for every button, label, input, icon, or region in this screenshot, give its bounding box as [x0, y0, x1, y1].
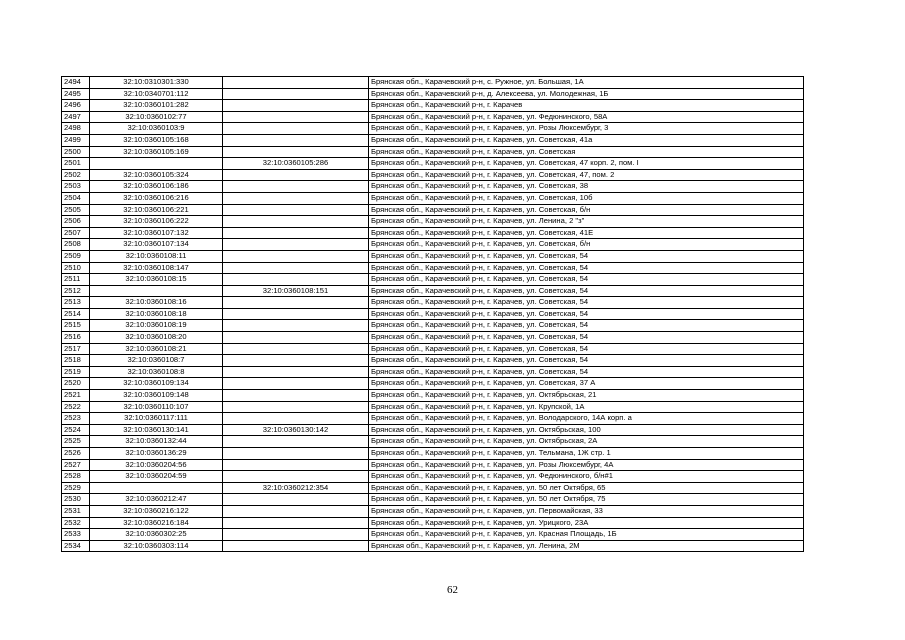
table-row [62, 274, 804, 286]
table-row [62, 494, 804, 506]
cadastral-number-cell: 32:10:0360101:282 [90, 100, 223, 112]
table-row [62, 262, 804, 274]
cadastral-number-cell: 32:10:0360109:148 [90, 390, 223, 402]
row-number-cell: 2526 [62, 448, 90, 460]
cadastral-number-cell: 32:10:0360106:221 [90, 204, 223, 216]
row-number-cell: 2516 [62, 332, 90, 344]
cadastral-number-cell: 32:10:0360106:216 [90, 192, 223, 204]
related-cadastral-number-cell: 32:10:0360108:151 [223, 285, 369, 297]
table-row [62, 436, 804, 448]
row-number-cell: 2528 [62, 471, 90, 483]
row-number-cell: 2498 [62, 123, 90, 135]
row-number-cell: 2514 [62, 308, 90, 320]
address-cell: Брянская обл., Карачевский р-н, г. Карачев, ул. Советская, 54 [369, 308, 804, 320]
row-number-cell: 2533 [62, 529, 90, 541]
row-number-cell: 2529 [62, 482, 90, 494]
table-body [62, 77, 804, 552]
cadastral-number-cell: 32:10:0360107:134 [90, 239, 223, 251]
row-number-cell: 2503 [62, 181, 90, 193]
row-number-cell: 2523 [62, 413, 90, 425]
related-cadastral-number-cell [223, 448, 369, 460]
table-row [62, 366, 804, 378]
address-cell: Брянская обл., Карачевский р-н, г. Карачев, ул. Розы Люксембург, 4А [369, 459, 804, 471]
related-cadastral-number-cell [223, 146, 369, 158]
table-row [62, 181, 804, 193]
related-cadastral-number-cell [223, 192, 369, 204]
table-row [62, 529, 804, 541]
table-row [62, 332, 804, 344]
address-cell: Брянская обл., Карачевский р-н, г. Карачев, ул. Урицкого, 23А [369, 517, 804, 529]
related-cadastral-number-cell [223, 250, 369, 262]
related-cadastral-number-cell [223, 216, 369, 228]
address-cell: Брянская обл., Карачевский р-н, г. Карачев, ул. Крупской, 1А [369, 401, 804, 413]
address-cell: Брянская обл., Карачевский р-н, г. Карачев, ул. 50 лет Октября, 75 [369, 494, 804, 506]
related-cadastral-number-cell [223, 471, 369, 483]
page-number: 62 [447, 584, 458, 596]
related-cadastral-number-cell [223, 505, 369, 517]
row-number-cell: 2525 [62, 436, 90, 448]
cadastral-number-cell: 32:10:0360302:25 [90, 529, 223, 541]
table-row [62, 401, 804, 413]
table-row [62, 77, 804, 89]
cadastral-number-cell: 32:10:0360105:169 [90, 146, 223, 158]
row-number-cell: 2530 [62, 494, 90, 506]
row-number-cell: 2520 [62, 378, 90, 390]
address-cell: Брянская обл., Карачевский р-н, г. Карачев, ул. Советская, 10б [369, 192, 804, 204]
row-number-cell: 2512 [62, 285, 90, 297]
related-cadastral-number-cell [223, 436, 369, 448]
related-cadastral-number-cell [223, 390, 369, 402]
cadastral-number-cell [90, 158, 223, 170]
row-number-cell: 2500 [62, 146, 90, 158]
related-cadastral-number-cell [223, 378, 369, 390]
table-row [62, 505, 804, 517]
cadastral-number-cell: 32:10:0360108:21 [90, 343, 223, 355]
table-row [62, 424, 804, 436]
address-cell: Брянская обл., Карачевский р-н, г. Карачев, ул. Володарского, 14А корп. а [369, 413, 804, 425]
row-number-cell: 2507 [62, 227, 90, 239]
address-cell: Брянская обл., Карачевский р-н, г. Карачев, ул. Советская, 41Е [369, 227, 804, 239]
address-cell: Брянская обл., Карачевский р-н, г. Карачев, ул. Советская, 38 [369, 181, 804, 193]
cadastral-number-cell: 32:10:0360105:324 [90, 169, 223, 181]
address-cell: Брянская обл., Карачевский р-н, г. Карачев, ул. Октябрьская, 2А [369, 436, 804, 448]
address-cell: Брянская обл., Карачевский р-н, г. Карачев, ул. Красная Площадь, 1Б [369, 529, 804, 541]
cadastral-number-cell: 32:10:0360108:16 [90, 297, 223, 309]
related-cadastral-number-cell [223, 274, 369, 286]
address-cell: Брянская обл., Карачевский р-н, г. Карачев, ул. Советская, б/н [369, 204, 804, 216]
related-cadastral-number-cell [223, 320, 369, 332]
row-number-cell: 2527 [62, 459, 90, 471]
cadastral-number-cell: 32:10:0360136:29 [90, 448, 223, 460]
table-row [62, 517, 804, 529]
address-cell: Брянская обл., Карачевский р-н, г. Карачев, ул. Советская, 54 [369, 262, 804, 274]
address-cell: Брянская обл., Карачевский р-н, г. Карачев, ул. 50 лет Октября, 65 [369, 482, 804, 494]
related-cadastral-number-cell [223, 77, 369, 89]
table-row [62, 343, 804, 355]
address-cell: Брянская обл., Карачевский р-н, г. Карачев, ул. Советская, 54 [369, 297, 804, 309]
table-row [62, 100, 804, 112]
address-cell: Брянская обл., Карачевский р-н, г. Карачев, ул. Советская, 54 [369, 285, 804, 297]
table-row [62, 227, 804, 239]
cadastral-number-cell: 32:10:0360106:222 [90, 216, 223, 228]
table-row [62, 158, 804, 170]
table-row [62, 216, 804, 228]
row-number-cell: 2508 [62, 239, 90, 251]
related-cadastral-number-cell [223, 227, 369, 239]
address-cell: Брянская обл., Карачевский р-н, г. Карачев, ул. Федюнинского, б/н#1 [369, 471, 804, 483]
related-cadastral-number-cell [223, 100, 369, 112]
address-cell: Брянская обл., Карачевский р-н, г. Карачев, ул. Тельмана, 1Ж стр. 1 [369, 448, 804, 460]
related-cadastral-number-cell [223, 308, 369, 320]
row-number-cell: 2513 [62, 297, 90, 309]
address-cell: Брянская обл., Карачевский р-н, г. Карачев, ул. Советская, 54 [369, 343, 804, 355]
address-cell: Брянская обл., Карачевский р-н, г. Карачев, ул. Первомайская, 33 [369, 505, 804, 517]
address-cell: Брянская обл., Карачевский р-н, г. Карачев, ул. Октябрьская, 100 [369, 424, 804, 436]
related-cadastral-number-cell: 32:10:0360105:286 [223, 158, 369, 170]
row-number-cell: 2504 [62, 192, 90, 204]
cadastral-number-cell: 32:10:0360212:47 [90, 494, 223, 506]
address-cell: Брянская обл., Карачевский р-н, г. Карачев, ул. Советская, 47, пом. 2 [369, 169, 804, 181]
row-number-cell: 2501 [62, 158, 90, 170]
cadastral-number-cell [90, 482, 223, 494]
cadastral-number-cell: 32:10:0360108:11 [90, 250, 223, 262]
cadastral-number-cell: 32:10:0310301:330 [90, 77, 223, 89]
related-cadastral-number-cell [223, 355, 369, 367]
table-row [62, 459, 804, 471]
cadastral-number-cell: 32:10:0360204:56 [90, 459, 223, 471]
table-row [62, 482, 804, 494]
related-cadastral-number-cell [223, 123, 369, 135]
address-cell: Брянская обл., Карачевский р-н, г. Карачев, ул. Советская [369, 146, 804, 158]
address-cell: Брянская обл., Карачевский р-н, г. Карачев, ул. Советская, 54 [369, 355, 804, 367]
row-number-cell: 2497 [62, 111, 90, 123]
related-cadastral-number-cell [223, 181, 369, 193]
row-number-cell: 2499 [62, 134, 90, 146]
cadastral-number-cell: 32:10:0360105:168 [90, 134, 223, 146]
cadastral-number-cell: 32:10:0360108:147 [90, 262, 223, 274]
table-row [62, 413, 804, 425]
row-number-cell: 2532 [62, 517, 90, 529]
row-number-cell: 2510 [62, 262, 90, 274]
table-row [62, 297, 804, 309]
related-cadastral-number-cell [223, 134, 369, 146]
cadastral-number-cell: 32:10:0360216:184 [90, 517, 223, 529]
related-cadastral-number-cell [223, 297, 369, 309]
cadastral-number-cell: 32:10:0360204:59 [90, 471, 223, 483]
cadastral-table [61, 76, 804, 552]
table-row [62, 308, 804, 320]
table-row [62, 471, 804, 483]
related-cadastral-number-cell [223, 517, 369, 529]
row-number-cell: 2524 [62, 424, 90, 436]
row-number-cell: 2519 [62, 366, 90, 378]
related-cadastral-number-cell [223, 413, 369, 425]
address-cell: Брянская обл., Карачевский р-н, г. Карачев, ул. Советская, 41а [369, 134, 804, 146]
related-cadastral-number-cell [223, 111, 369, 123]
cadastral-number-cell: 32:10:0360109:134 [90, 378, 223, 390]
cadastral-number-cell: 32:10:0360107:132 [90, 227, 223, 239]
table-row [62, 111, 804, 123]
table-row [62, 169, 804, 181]
table-row [62, 448, 804, 460]
related-cadastral-number-cell [223, 343, 369, 355]
cadastral-number-cell [90, 285, 223, 297]
row-number-cell: 2531 [62, 505, 90, 517]
table-row [62, 285, 804, 297]
row-number-cell: 2509 [62, 250, 90, 262]
related-cadastral-number-cell [223, 204, 369, 216]
address-cell: Брянская обл., Карачевский р-н, г. Карачев, ул. Советская, 54 [369, 274, 804, 286]
table-row [62, 355, 804, 367]
cadastral-number-cell: 32:10:0360106:186 [90, 181, 223, 193]
table-row [62, 390, 804, 402]
cadastral-number-cell: 32:10:0360108:8 [90, 366, 223, 378]
row-number-cell: 2494 [62, 77, 90, 89]
related-cadastral-number-cell [223, 366, 369, 378]
row-number-cell: 2518 [62, 355, 90, 367]
related-cadastral-number-cell [223, 494, 369, 506]
table-row [62, 134, 804, 146]
row-number-cell: 2511 [62, 274, 90, 286]
table-row [62, 192, 804, 204]
address-cell: Брянская обл., Карачевский р-н, г. Карачев, ул. Ленина, 2М [369, 540, 804, 552]
cadastral-number-cell: 32:10:0360108:7 [90, 355, 223, 367]
cadastral-number-cell: 32:10:0360108:20 [90, 332, 223, 344]
address-cell: Брянская обл., Карачевский р-н, г. Карачев, ул. Октябрьская, 21 [369, 390, 804, 402]
table-row [62, 123, 804, 135]
row-number-cell: 2505 [62, 204, 90, 216]
address-cell: Брянская обл., Карачевский р-н, г. Карачев, ул. Советская, 54 [369, 332, 804, 344]
cadastral-number-cell: 32:10:0360108:19 [90, 320, 223, 332]
related-cadastral-number-cell [223, 239, 369, 251]
row-number-cell: 2517 [62, 343, 90, 355]
row-number-cell: 2522 [62, 401, 90, 413]
table-row [62, 540, 804, 552]
address-cell: Брянская обл., Карачевский р-н, г. Карачев [369, 100, 804, 112]
row-number-cell: 2502 [62, 169, 90, 181]
cadastral-number-cell: 32:10:0360102:77 [90, 111, 223, 123]
table-row [62, 250, 804, 262]
row-number-cell: 2534 [62, 540, 90, 552]
cadastral-number-cell: 32:10:0360130:141 [90, 424, 223, 436]
cadastral-number-cell: 32:10:0360132:44 [90, 436, 223, 448]
address-cell: Брянская обл., Карачевский р-н, с. Ружное, ул. Большая, 1А [369, 77, 804, 89]
address-cell: Брянская обл., Карачевский р-н, г. Карачев, ул. Советская, 54 [369, 250, 804, 262]
row-number-cell: 2506 [62, 216, 90, 228]
row-number-cell: 2496 [62, 100, 90, 112]
row-number-cell: 2495 [62, 88, 90, 100]
address-cell: Брянская обл., Карачевский р-н, г. Карачев, ул. Советская, 54 [369, 320, 804, 332]
address-cell: Брянская обл., Карачевский р-н, г. Карачев, ул. Советская, 47 корп. 2, пом. I [369, 158, 804, 170]
row-number-cell: 2515 [62, 320, 90, 332]
table-row [62, 378, 804, 390]
address-cell: Брянская обл., Карачевский р-н, г. Карачев, ул. Советская, 54 [369, 366, 804, 378]
row-number-cell: 2521 [62, 390, 90, 402]
related-cadastral-number-cell [223, 401, 369, 413]
cadastral-number-cell: 32:10:0360216:122 [90, 505, 223, 517]
address-cell: Брянская обл., Карачевский р-н, г. Карачев, ул. Федюнинского, 58А [369, 111, 804, 123]
address-cell: Брянская обл., Карачевский р-н, д. Алексеева, ул. Молодежная, 1Б [369, 88, 804, 100]
table-row [62, 88, 804, 100]
cadastral-number-cell: 32:10:0340701:112 [90, 88, 223, 100]
cadastral-number-cell: 32:10:0360117:111 [90, 413, 223, 425]
address-cell: Брянская обл., Карачевский р-н, г. Карачев, ул. Ленина, 2 "з" [369, 216, 804, 228]
related-cadastral-number-cell [223, 88, 369, 100]
related-cadastral-number-cell: 32:10:0360130:142 [223, 424, 369, 436]
related-cadastral-number-cell [223, 332, 369, 344]
related-cadastral-number-cell: 32:10:0360212:354 [223, 482, 369, 494]
related-cadastral-number-cell [223, 262, 369, 274]
table-row [62, 320, 804, 332]
cadastral-number-cell: 32:10:0360108:15 [90, 274, 223, 286]
address-cell: Брянская обл., Карачевский р-н, г. Карачев, ул. Советская, 37 А [369, 378, 804, 390]
cadastral-number-cell: 32:10:0360103:9 [90, 123, 223, 135]
cadastral-number-cell: 32:10:0360110:107 [90, 401, 223, 413]
table-row [62, 239, 804, 251]
table-row [62, 204, 804, 216]
related-cadastral-number-cell [223, 540, 369, 552]
related-cadastral-number-cell [223, 169, 369, 181]
address-cell: Брянская обл., Карачевский р-н, г. Карачев, ул. Розы Люксембург, 3 [369, 123, 804, 135]
table-row [62, 146, 804, 158]
related-cadastral-number-cell [223, 459, 369, 471]
related-cadastral-number-cell [223, 529, 369, 541]
cadastral-number-cell: 32:10:0360303:114 [90, 540, 223, 552]
cadastral-number-cell: 32:10:0360108:18 [90, 308, 223, 320]
address-cell: Брянская обл., Карачевский р-н, г. Карачев, ул. Советская, б/н [369, 239, 804, 251]
